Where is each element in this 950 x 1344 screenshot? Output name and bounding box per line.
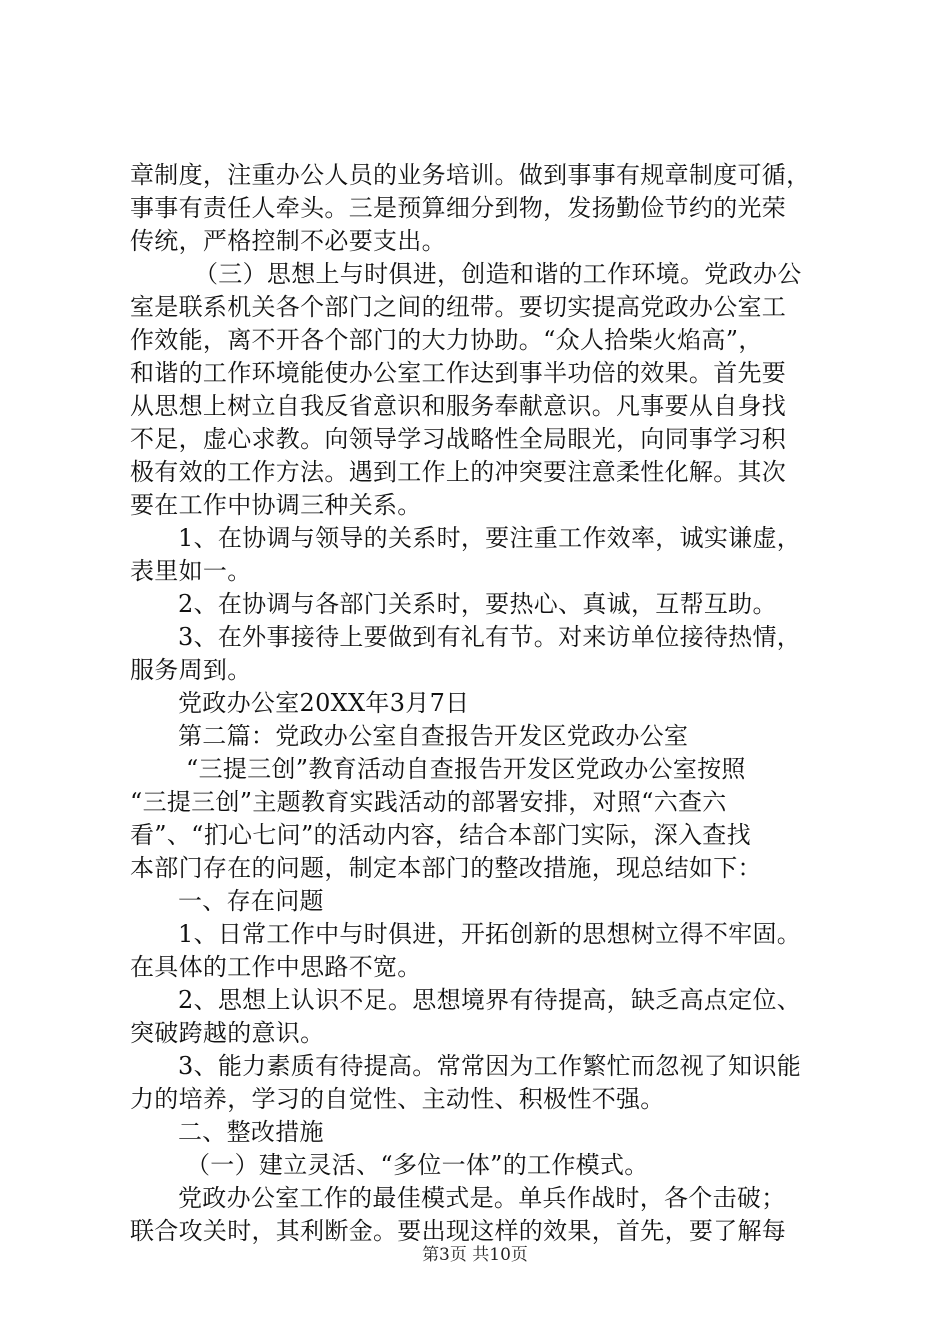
list-item: 1、日常工作中与时俱进，开拓创新的思想树立得不牢固。	[178, 920, 802, 948]
text-line: 从思想上树立自我反省意识和服务奉献意识。凡事要从自身找	[130, 392, 787, 420]
text-line: 章制度，注重办公人员的业务培训。做到事事有规章制度可循，	[130, 161, 811, 189]
subsection-heading: （一）建立灵活、“多位一体”的工作模式。	[186, 1151, 649, 1179]
text-line: 室是联系机关各个部门之间的纽带。要切实提高党政办公室工	[130, 293, 787, 321]
text-line: “三提三创”教育活动自查报告开发区党政办公室按照	[186, 755, 746, 783]
text-line: 看”、“扪心七问”的活动内容，结合本部门实际，深入查找	[130, 821, 751, 849]
page-number-footer: 第3页 共10页	[422, 1245, 528, 1265]
text-line: 本部门存在的问题，制定本部门的整改措施，现总结如下：	[130, 854, 762, 882]
section-heading-three: （三）思想上与时俱进，创造和谐的工作环境。党政办公	[194, 260, 802, 288]
text-line: 和谐的工作环境能使办公室工作达到事半功倍的效果。首先要	[130, 359, 787, 387]
text-line: 要在工作中协调三种关系。	[130, 491, 422, 519]
text-line: 不足，虚心求教。向领导学习战略性全局眼光，向同事学习积	[130, 425, 787, 453]
list-item: 2、在协调与各部门关系时，要热心、真诚，互帮互助。	[178, 590, 777, 618]
text-line: 作效能，离不开各个部门的大力协助。“众人拾柴火焰高”，	[130, 326, 763, 354]
text-line: 联合攻关时，其利断金。要出现这样的效果，首先，要了解每	[130, 1217, 787, 1245]
list-item: 1、在协调与领导的关系时，要注重工作效率，诚实谦虚，	[178, 524, 802, 552]
section-heading: 一、存在问题	[178, 887, 324, 915]
text-line: 在具体的工作中思路不宽。	[130, 953, 422, 981]
chapter-title: 第二篇：党政办公室自查报告开发区党政办公室	[178, 722, 689, 750]
text-line: 事事有责任人牵头。三是预算细分到物，发扬勤俭节约的光荣	[130, 194, 787, 222]
list-item: 3、能力素质有待提高。常常因为工作繁忙而忽视了知识能	[178, 1052, 802, 1080]
list-item: 2、思想上认识不足。思想境界有待提高，缺乏高点定位、	[178, 986, 802, 1014]
list-item: 3、在外事接待上要做到有礼有节。对来访单位接待热情，	[178, 623, 802, 651]
text-line: 突破跨越的意识。	[130, 1019, 325, 1047]
signature-date: 党政办公室20XX年3月7日	[178, 689, 470, 717]
text-line: 表里如一。	[130, 557, 252, 585]
section-heading: 二、整改措施	[178, 1118, 324, 1146]
text-line: 党政办公室工作的最佳模式是。单兵作战时，各个击破；	[178, 1184, 786, 1212]
text-line: 力的培养，学习的自觉性、主动性、积极性不强。	[130, 1085, 665, 1113]
text-line: “三提三创”主题教育实践活动的部署安排，对照“六查六	[130, 788, 727, 816]
text-line: 极有效的工作方法。遇到工作上的冲突要注意柔性化解。其次	[130, 458, 787, 486]
text-line: 服务周到。	[130, 656, 252, 684]
text-line: 传统，严格控制不必要支出。	[130, 227, 446, 255]
document-body	[130, 159, 830, 1248]
